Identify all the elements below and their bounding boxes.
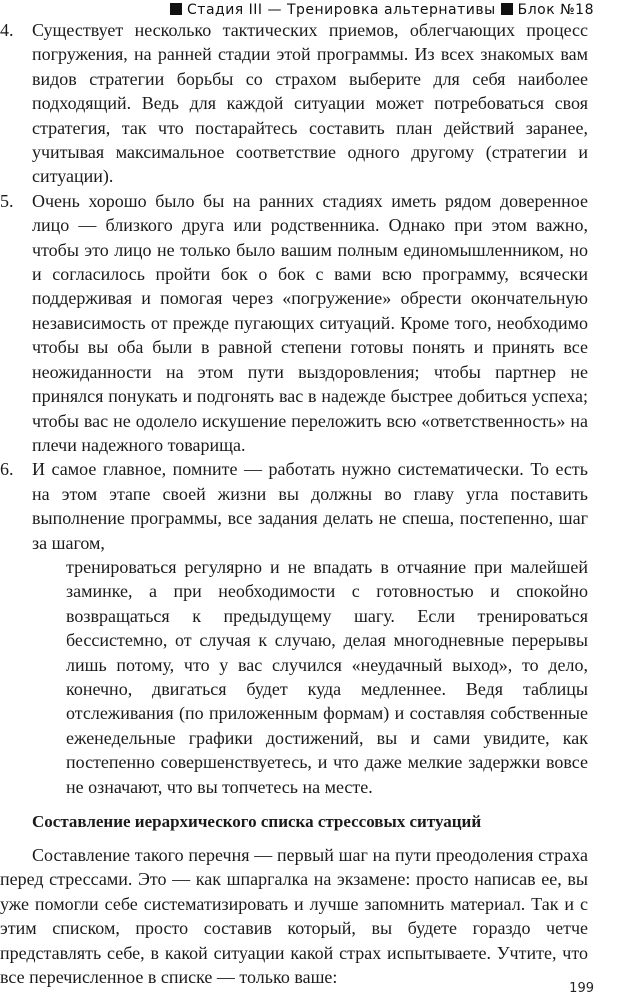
header-title: Стадия III — Тренировка альтернативы: [187, 2, 496, 18]
list-item: [0, 189, 588, 457]
section-heading: Составление иерархического списка стрессовых ситуаций: [32, 812, 482, 831]
list-text: И самое главное, помните — работать нужно систематически. То есть на этом этапе своей жизни вы должны во главу угла поставить выполнение программы, все задания делать не спеша, постепенно, шаг за шагом,: [32, 459, 588, 553]
page-content: [0, 18, 588, 989]
list-item: [0, 18, 588, 189]
running-header: [0, 2, 594, 18]
list-item: [0, 457, 588, 555]
list-number: 5.: [0, 190, 14, 211]
page-number: 199: [569, 981, 594, 996]
list-number: 6.: [0, 459, 14, 480]
header-block: Блок №18: [517, 2, 594, 18]
body-paragraph: Составление такого перечня — первый шаг на пути преодоления страха перед стрессами. Это — как шпаргалка на экзамене: просто написав ее, вы уже помогли себе систематизировать и лучше запомнить материал. Так и с этим списком, просто составив который, вы будете гораздо четче представлять себе, в какой ситуации какой страх испытываете. Учтите, что все перечисленное в списке — только ваше:: [0, 845, 588, 988]
square-bullet-icon: [501, 3, 513, 15]
list-text: Очень хорошо было бы на ранних стадиях иметь рядом доверенное лицо — близкого друга или родственника. Однако при этом важно, чтобы это лицо не только было вашим полным единомышленником, но и согласилось пройти бок о бок с вами всю программу, всячески поддерживая и помогая через «погружение» обрести окончательную независимость от прежде пугающих ситуаций. Кроме того, необходимо чтобы вы оба были в равной степени готовы понять и принять все неожиданности на этом пути выздоровления; чтобы партнер не принялся понукать и подгонять вас в надежде быстрее добиться успеха; чтобы вас не одолело искушение переложить всю «ответственность» на плечи надежного товарища.: [32, 190, 588, 455]
square-bullet-icon: [170, 3, 182, 15]
list-text: Существует несколько тактических приемов, облегчающих процесс погружения, на ранней стадии этой программы. Из всех знакомых вам видов стратегии борьбы со страхом выберите для себя наиболее подходящий. Ведь для каждой ситуации может потребоваться своя стратегия, так что постарайтесь составить план действий заранее, учитывая максимальное соответствие одного другому (стратегии и ситуации).: [32, 20, 588, 187]
list-continuation: тренироваться регулярно и не впадать в отчаяние при малейшей заминке, а при необходимости с готовностью и спокойно возвращаться к предыдущему шагу. Если тренироваться бессистемно, от случая к случаю, делая многодневные перерывы лишь потому, что у вас случился «неудачный выход», то дело, конечно, двигаться будет куда медленнее. Ведя таблицы отслеживания (по приложенным формам) и составляя собственные еженедельные графики достижений, вы и сами увидите, как постепенно совершенствуетесь, и что даже мелкие задержки вовсе не означают, что вы топчетесь на месте.: [66, 556, 588, 797]
list-number: 4.: [0, 20, 14, 40]
